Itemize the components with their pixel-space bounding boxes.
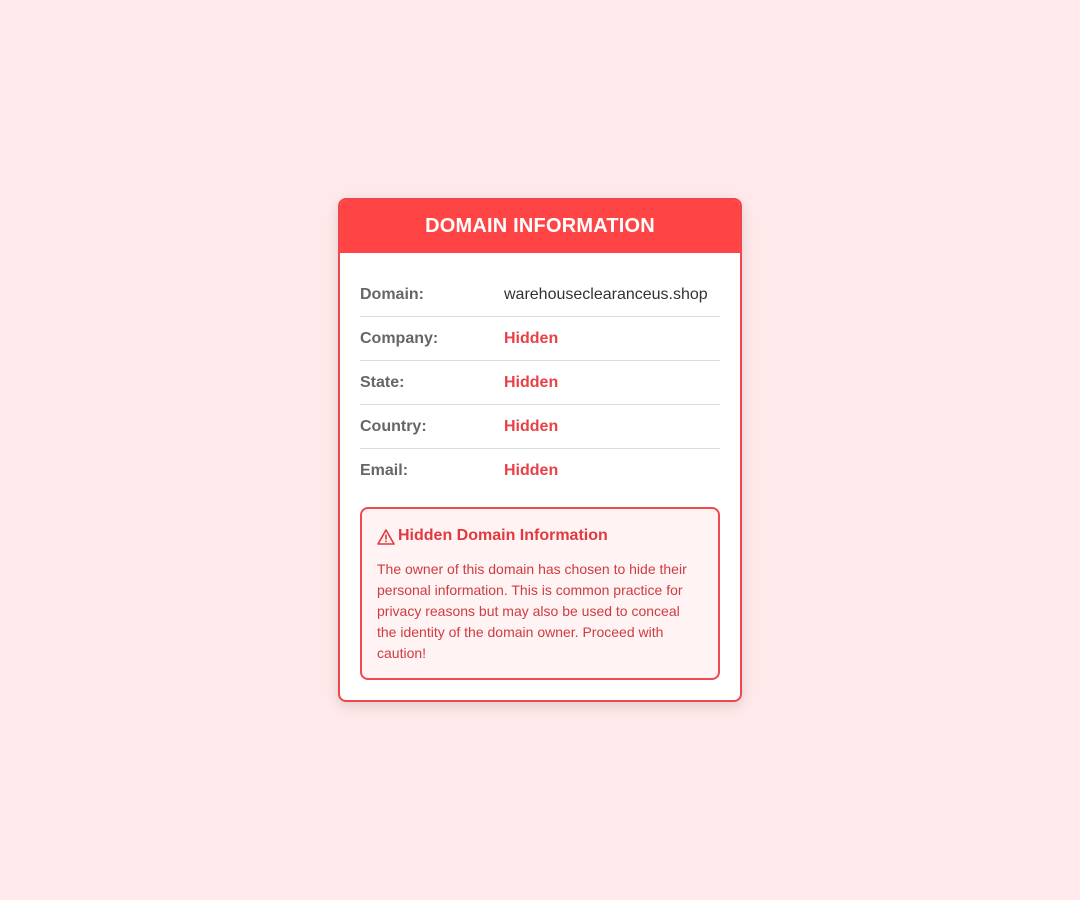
country-label: Country:: [360, 417, 427, 435]
card-title: DOMAIN INFORMATION: [425, 215, 655, 237]
domain-label: Domain:: [360, 285, 424, 303]
card-header: [340, 200, 740, 253]
state-value: Hidden: [504, 373, 559, 391]
email-label: Email:: [360, 461, 409, 479]
info-row-country: [360, 405, 720, 449]
warning-box: [360, 507, 720, 680]
state-label: State:: [360, 373, 405, 391]
info-row-state: [360, 361, 720, 405]
company-label: Company:: [360, 329, 439, 347]
info-row-company: [360, 317, 720, 361]
warning-text: The owner of this domain has chosen to hide their personal information. This is common practice for privacy reasons but may also be used to conceal the identity of the domain owner. Proceed with caution!: [377, 561, 687, 661]
country-value: Hidden: [504, 417, 559, 435]
info-table: [360, 273, 720, 492]
warning-icon: [377, 528, 395, 546]
email-value: Hidden: [504, 461, 559, 479]
company-value: Hidden: [504, 329, 559, 347]
warning-title: Hidden Domain Information: [398, 527, 608, 544]
warning-heading: [377, 526, 608, 546]
info-row-email: [360, 449, 720, 492]
domain-value: warehouseclearanceus.shop: [504, 285, 708, 303]
domain-info-card: [338, 198, 742, 702]
info-row-domain: [360, 273, 720, 317]
